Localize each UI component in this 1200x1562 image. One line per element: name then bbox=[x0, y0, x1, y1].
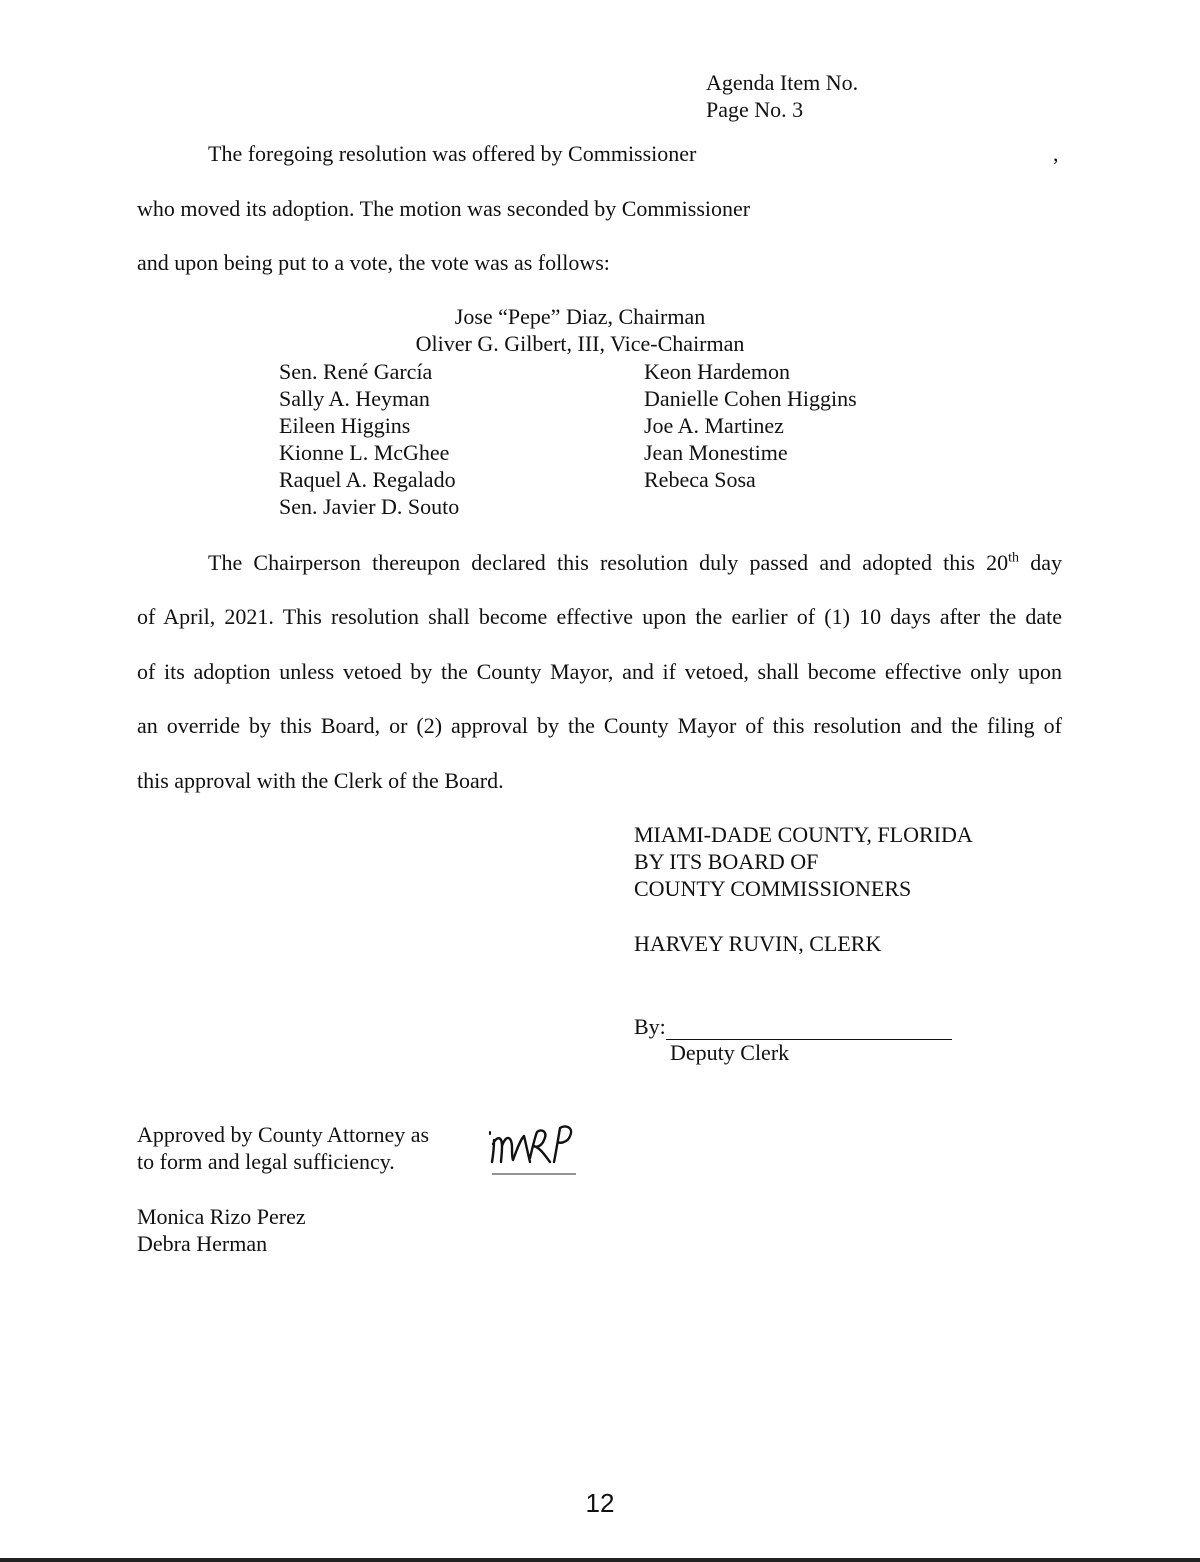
motion-line-1: The foregoing resolution was offered by Commissioner bbox=[208, 141, 697, 166]
commissioners-line: COUNTY COMMISSIONERS bbox=[634, 876, 912, 901]
county-signature-block bbox=[634, 821, 973, 902]
agenda-item-label: Agenda Item No. bbox=[706, 70, 859, 95]
attorney-names bbox=[137, 1203, 306, 1257]
adoption-line-5: this approval with the Clerk of the Board. bbox=[137, 768, 504, 793]
board-line: BY ITS BOARD OF bbox=[634, 849, 819, 874]
attorney-approval-text bbox=[137, 1121, 429, 1175]
clerk-name: HARVEY RUVIN, CLERK bbox=[634, 931, 882, 956]
adoption-line-2: of April, 2021. This resolution shall become effective upon the earlier of (1) 10 days after the date bbox=[137, 604, 1062, 629]
motion-line-3: and upon being put to a vote, the vote was as follows: bbox=[137, 250, 610, 275]
adoption-line-1-text: The Chairperson thereupon declared this resolution duly passed and adopted this 20 bbox=[208, 550, 1009, 575]
page-bottom-border bbox=[0, 1558, 1200, 1562]
page-number: 12 bbox=[585, 1488, 615, 1518]
commissioner-name: Sen. René García bbox=[279, 359, 433, 384]
ordinal-suffix: th bbox=[1008, 550, 1020, 566]
commissioner-name: Danielle Cohen Higgins bbox=[644, 386, 857, 411]
by-label: By: bbox=[634, 1014, 666, 1039]
signature-blank-line bbox=[666, 1017, 952, 1040]
approval-line-2: to form and legal sufficiency. bbox=[137, 1149, 395, 1174]
commissioner-name: Keon Hardemon bbox=[644, 359, 791, 384]
attorney-initials-signature bbox=[484, 1118, 584, 1182]
commissioner-name: Rebeca Sosa bbox=[644, 467, 756, 492]
commissioner-name: Kionne L. McGhee bbox=[279, 440, 450, 465]
county-name-line: MIAMI-DADE COUNTY, FLORIDA bbox=[634, 822, 973, 847]
approval-line-1: Approved by County Attorney as bbox=[137, 1122, 430, 1147]
adoption-line-4: an override by this Board, or (2) approval by the County Mayor of this resolution and the filing of bbox=[137, 713, 1062, 738]
commissioner-name: Eileen Higgins bbox=[279, 413, 411, 438]
commissioner-name: Jean Monestime bbox=[644, 440, 788, 465]
commissioners-right-column bbox=[644, 358, 857, 493]
motion-line-1-comma: , bbox=[1053, 141, 1059, 166]
commissioner-name: Joe A. Martinez bbox=[644, 413, 784, 438]
deputy-clerk-label: Deputy Clerk bbox=[670, 1040, 790, 1065]
chairman-name: Jose “Pepe” Diaz, Chairman bbox=[454, 304, 706, 329]
commissioner-name: Raquel A. Regalado bbox=[279, 467, 456, 492]
agenda-header bbox=[706, 69, 858, 123]
attorney-name: Debra Herman bbox=[137, 1231, 268, 1256]
adoption-line-1-end: day bbox=[1019, 550, 1062, 575]
motion-line-2: who moved its adoption. The motion was seconded by Commissioner bbox=[137, 196, 751, 221]
commissioner-name: Sen. Javier D. Souto bbox=[279, 494, 460, 519]
page-number-label: Page No. 3 bbox=[706, 97, 804, 122]
attorney-name: Monica Rizo Perez bbox=[137, 1204, 306, 1229]
adoption-line-3: of its adoption unless vetoed by the County Mayor, and if vetoed, shall become effective only upon bbox=[137, 659, 1062, 684]
commissioner-name: Sally A. Heyman bbox=[279, 386, 430, 411]
by-signature-line bbox=[634, 1013, 952, 1040]
adoption-line-1 bbox=[208, 549, 1062, 576]
commissioners-left-column bbox=[279, 358, 459, 520]
vice-chairman-name: Oliver G. Gilbert, III, Vice-Chairman bbox=[415, 331, 745, 356]
